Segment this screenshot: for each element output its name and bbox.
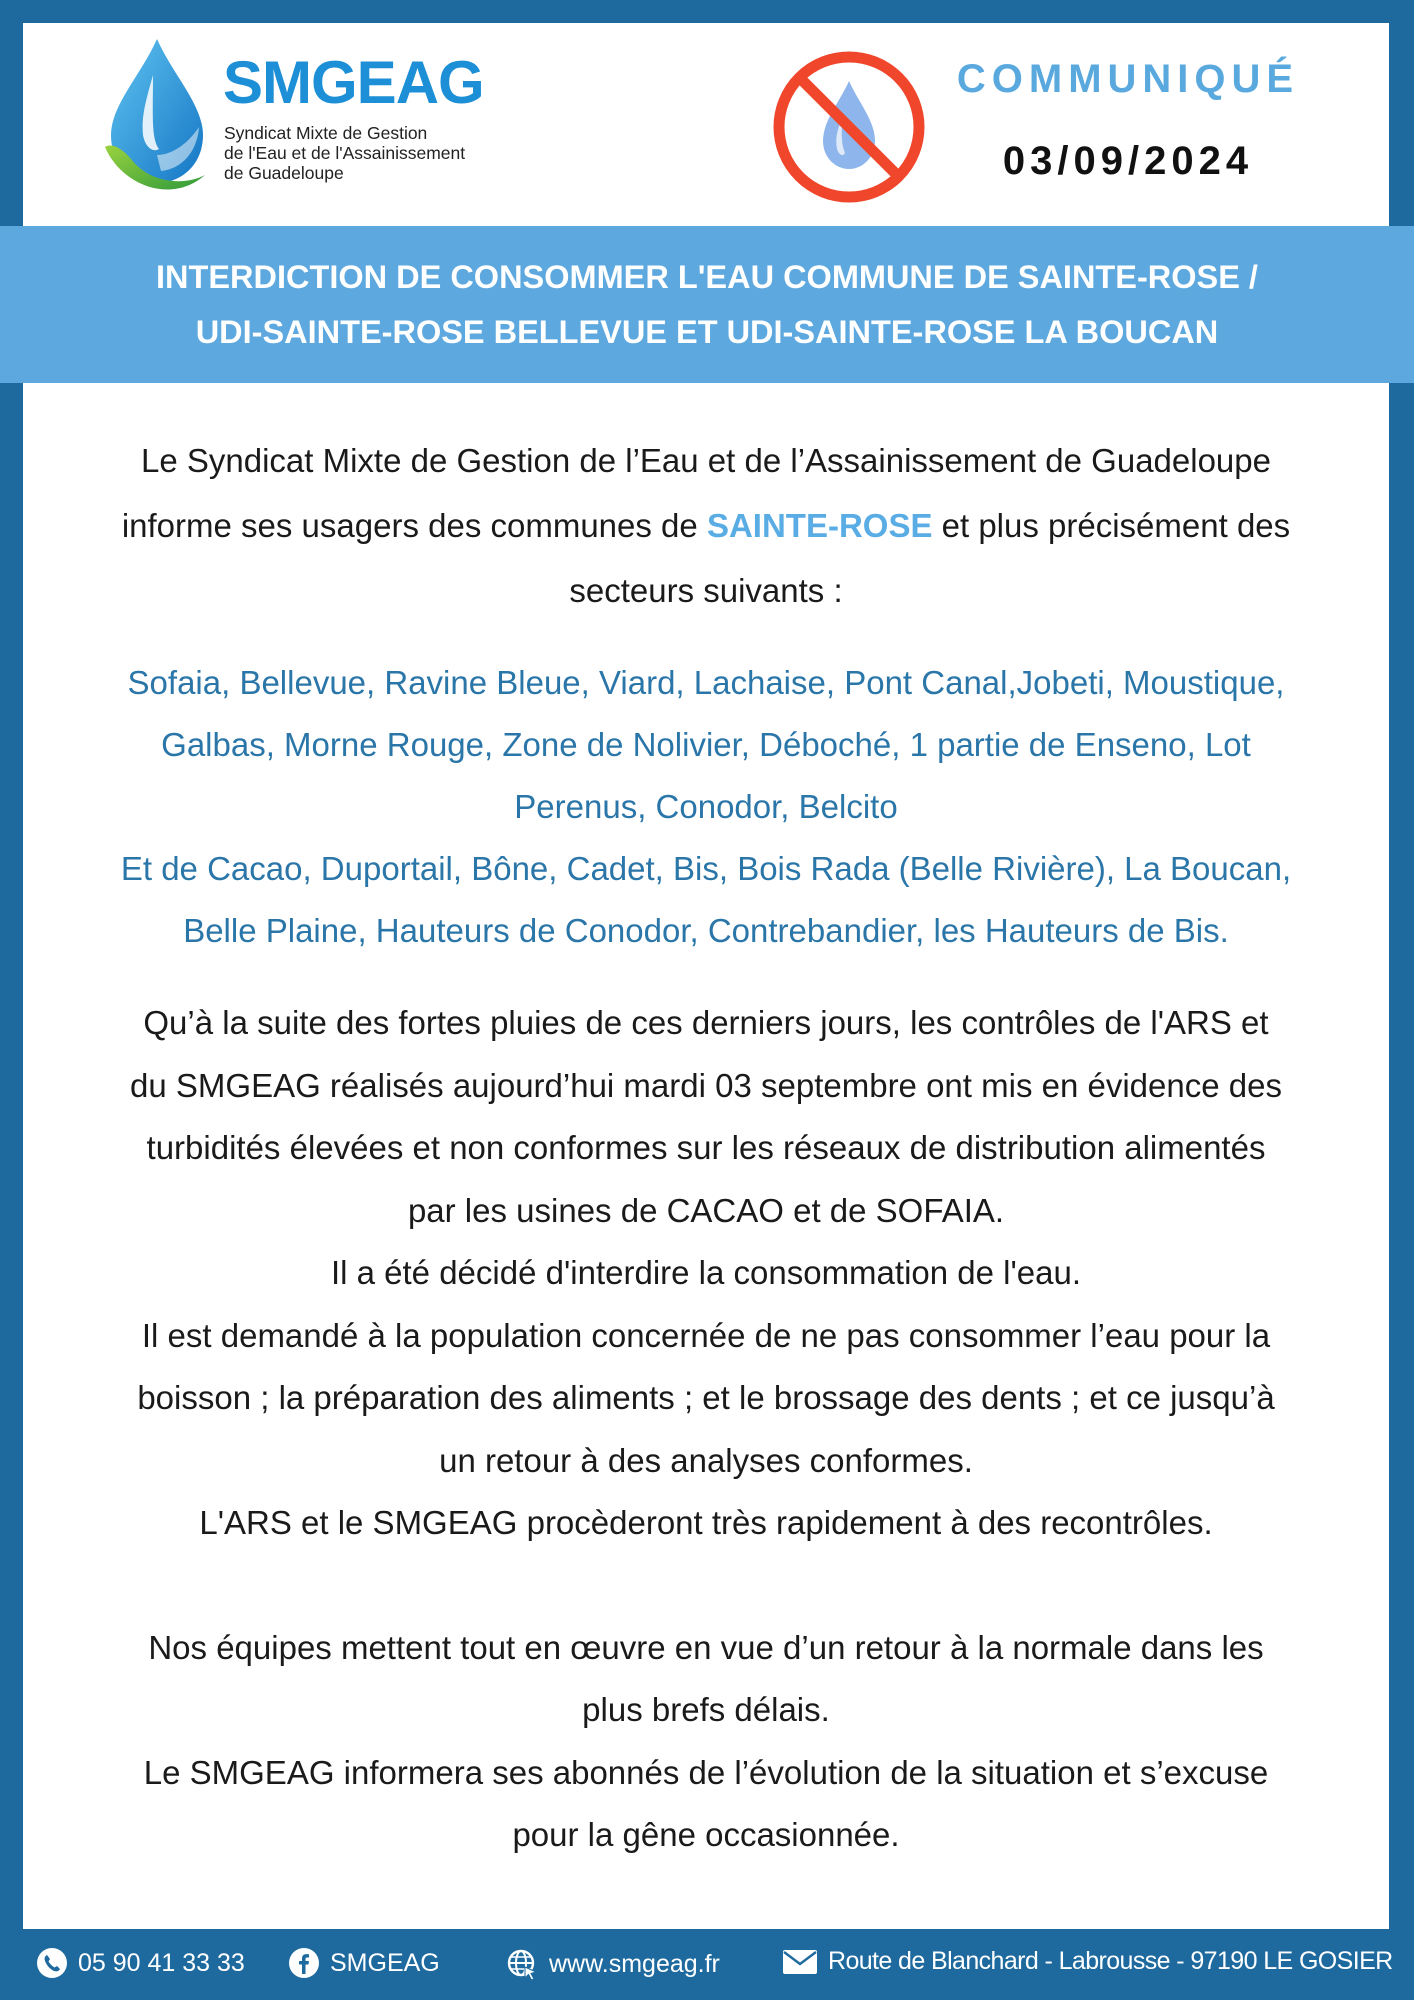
sectors-line: Perenus, Conodor, Belcito bbox=[514, 788, 898, 825]
sectors-line: Sofaia, Bellevue, Ravine Bleue, Viard, Lachaise, Pont Canal,Jobeti, Moustique, bbox=[127, 664, 1285, 701]
headline-banner bbox=[0, 226, 1414, 383]
details-paragraph bbox=[23, 992, 1389, 1555]
communique-body bbox=[23, 428, 1389, 1867]
details-line: du SMGEAG réalisés aujourd’hui mardi 03 septembre ont mis en évidence des bbox=[130, 1066, 1282, 1104]
phone-icon bbox=[36, 1947, 68, 1979]
brand-subtitle bbox=[224, 123, 524, 183]
brand-subtitle-line: Syndicat Mixte de Gestion bbox=[224, 123, 428, 143]
footer-phone-text: 05 90 41 33 33 bbox=[78, 1948, 245, 1977]
closing-line: pour la gêne occasionnée. bbox=[512, 1816, 900, 1853]
facebook-icon bbox=[288, 1947, 320, 1979]
logo-water-drop-icon bbox=[101, 35, 213, 201]
brand-name: SMGEAG bbox=[223, 49, 484, 116]
footer-facebook[interactable] bbox=[288, 1947, 440, 1979]
intro-text: Le Syndicat Mixte de Gestion de l’Eau et de l’Assainissement de Guadeloupe informe ses usagers des communes de bbox=[121, 442, 1271, 544]
sectors-list bbox=[23, 652, 1389, 962]
document-type-title: COMMUNIQUÉ bbox=[956, 57, 1300, 101]
footer-address-text: Route de Blanchard - Labrousse - 97190 LE GOSIER bbox=[828, 1947, 1393, 1975]
communique-date: 03/09/2024 bbox=[1002, 139, 1254, 183]
footer-address bbox=[782, 1947, 1393, 1976]
no-water-prohibition-icon bbox=[769, 47, 929, 207]
brand-subtitle-line: de Guadeloupe bbox=[224, 163, 344, 183]
globe-icon bbox=[505, 1947, 539, 1981]
closing-paragraph bbox=[23, 1617, 1389, 1867]
sectors-line: Et de Cacao, Duportail, Bône, Cadet, Bis, Bois Rada (Belle Rivière), La Boucan, bbox=[120, 850, 1292, 887]
headline-line: UDI-SAINTE-ROSE BELLEVUE ET UDI-SAINTE-ROSE LA BOUCAN bbox=[195, 313, 1219, 350]
header bbox=[23, 23, 1389, 226]
sectors-line: Belle Plaine, Hauteurs de Conodor, Contrebandier, les Hauteurs de Bis. bbox=[183, 912, 1229, 949]
details-line: Qu’à la suite des fortes pluies de ces derniers jours, les contrôles de l'ARS et bbox=[143, 1004, 1269, 1041]
details-line: par les usines de CACAO et de SOFAIA. bbox=[407, 1191, 1005, 1229]
communique-page bbox=[23, 23, 1389, 1929]
footer-phone[interactable] bbox=[36, 1947, 245, 1979]
commune-highlight: SAINTE-ROSE bbox=[706, 507, 933, 544]
footer-contact-bar bbox=[0, 1929, 1414, 2000]
details-line: boisson ; la préparation des aliments ; et le brossage des dents ; et ce jusqu’à bbox=[137, 1379, 1275, 1416]
details-line: un retour à des analyses conformes. bbox=[439, 1441, 973, 1479]
footer-website-text: www.smgeag.fr bbox=[549, 1949, 720, 1978]
closing-line: plus brefs délais. bbox=[582, 1691, 830, 1728]
headline-line: INTERDICTION DE CONSOMMER L'EAU COMMUNE DE SAINTE-ROSE / bbox=[156, 258, 1258, 295]
details-line: L'ARS et le SMGEAG procèderont très rapidement à des recontrôles. bbox=[199, 1504, 1213, 1541]
closing-line: Le SMGEAG informera ses abonnés de l’évolution de la situation et s’excuse bbox=[143, 1753, 1269, 1791]
sectors-line: Galbas, Morne Rouge, Zone de Nolivier, Déboché, 1 partie de Enseno, Lot bbox=[161, 726, 1251, 763]
mail-icon bbox=[782, 1949, 818, 1975]
details-line: Il a été décidé d'interdire la consommation de l'eau. bbox=[330, 1254, 1082, 1291]
footer-website[interactable] bbox=[505, 1947, 720, 1981]
details-line: Il est demandé à la population concernée de ne pas consommer l’eau pour la bbox=[141, 1316, 1271, 1354]
closing-line: Nos équipes mettent tout en œuvre en vue d’un retour à la normale dans les bbox=[148, 1628, 1264, 1666]
footer-facebook-text: SMGEAG bbox=[330, 1948, 440, 1977]
details-line: turbidités élevées et non conformes sur les réseaux de distribution alimentés bbox=[146, 1129, 1266, 1166]
intro-paragraph bbox=[23, 428, 1389, 623]
intro-text: et plus précisément des secteurs suivants : bbox=[569, 507, 1291, 609]
brand-subtitle-line: de l'Eau et de l'Assainissement bbox=[224, 143, 466, 163]
